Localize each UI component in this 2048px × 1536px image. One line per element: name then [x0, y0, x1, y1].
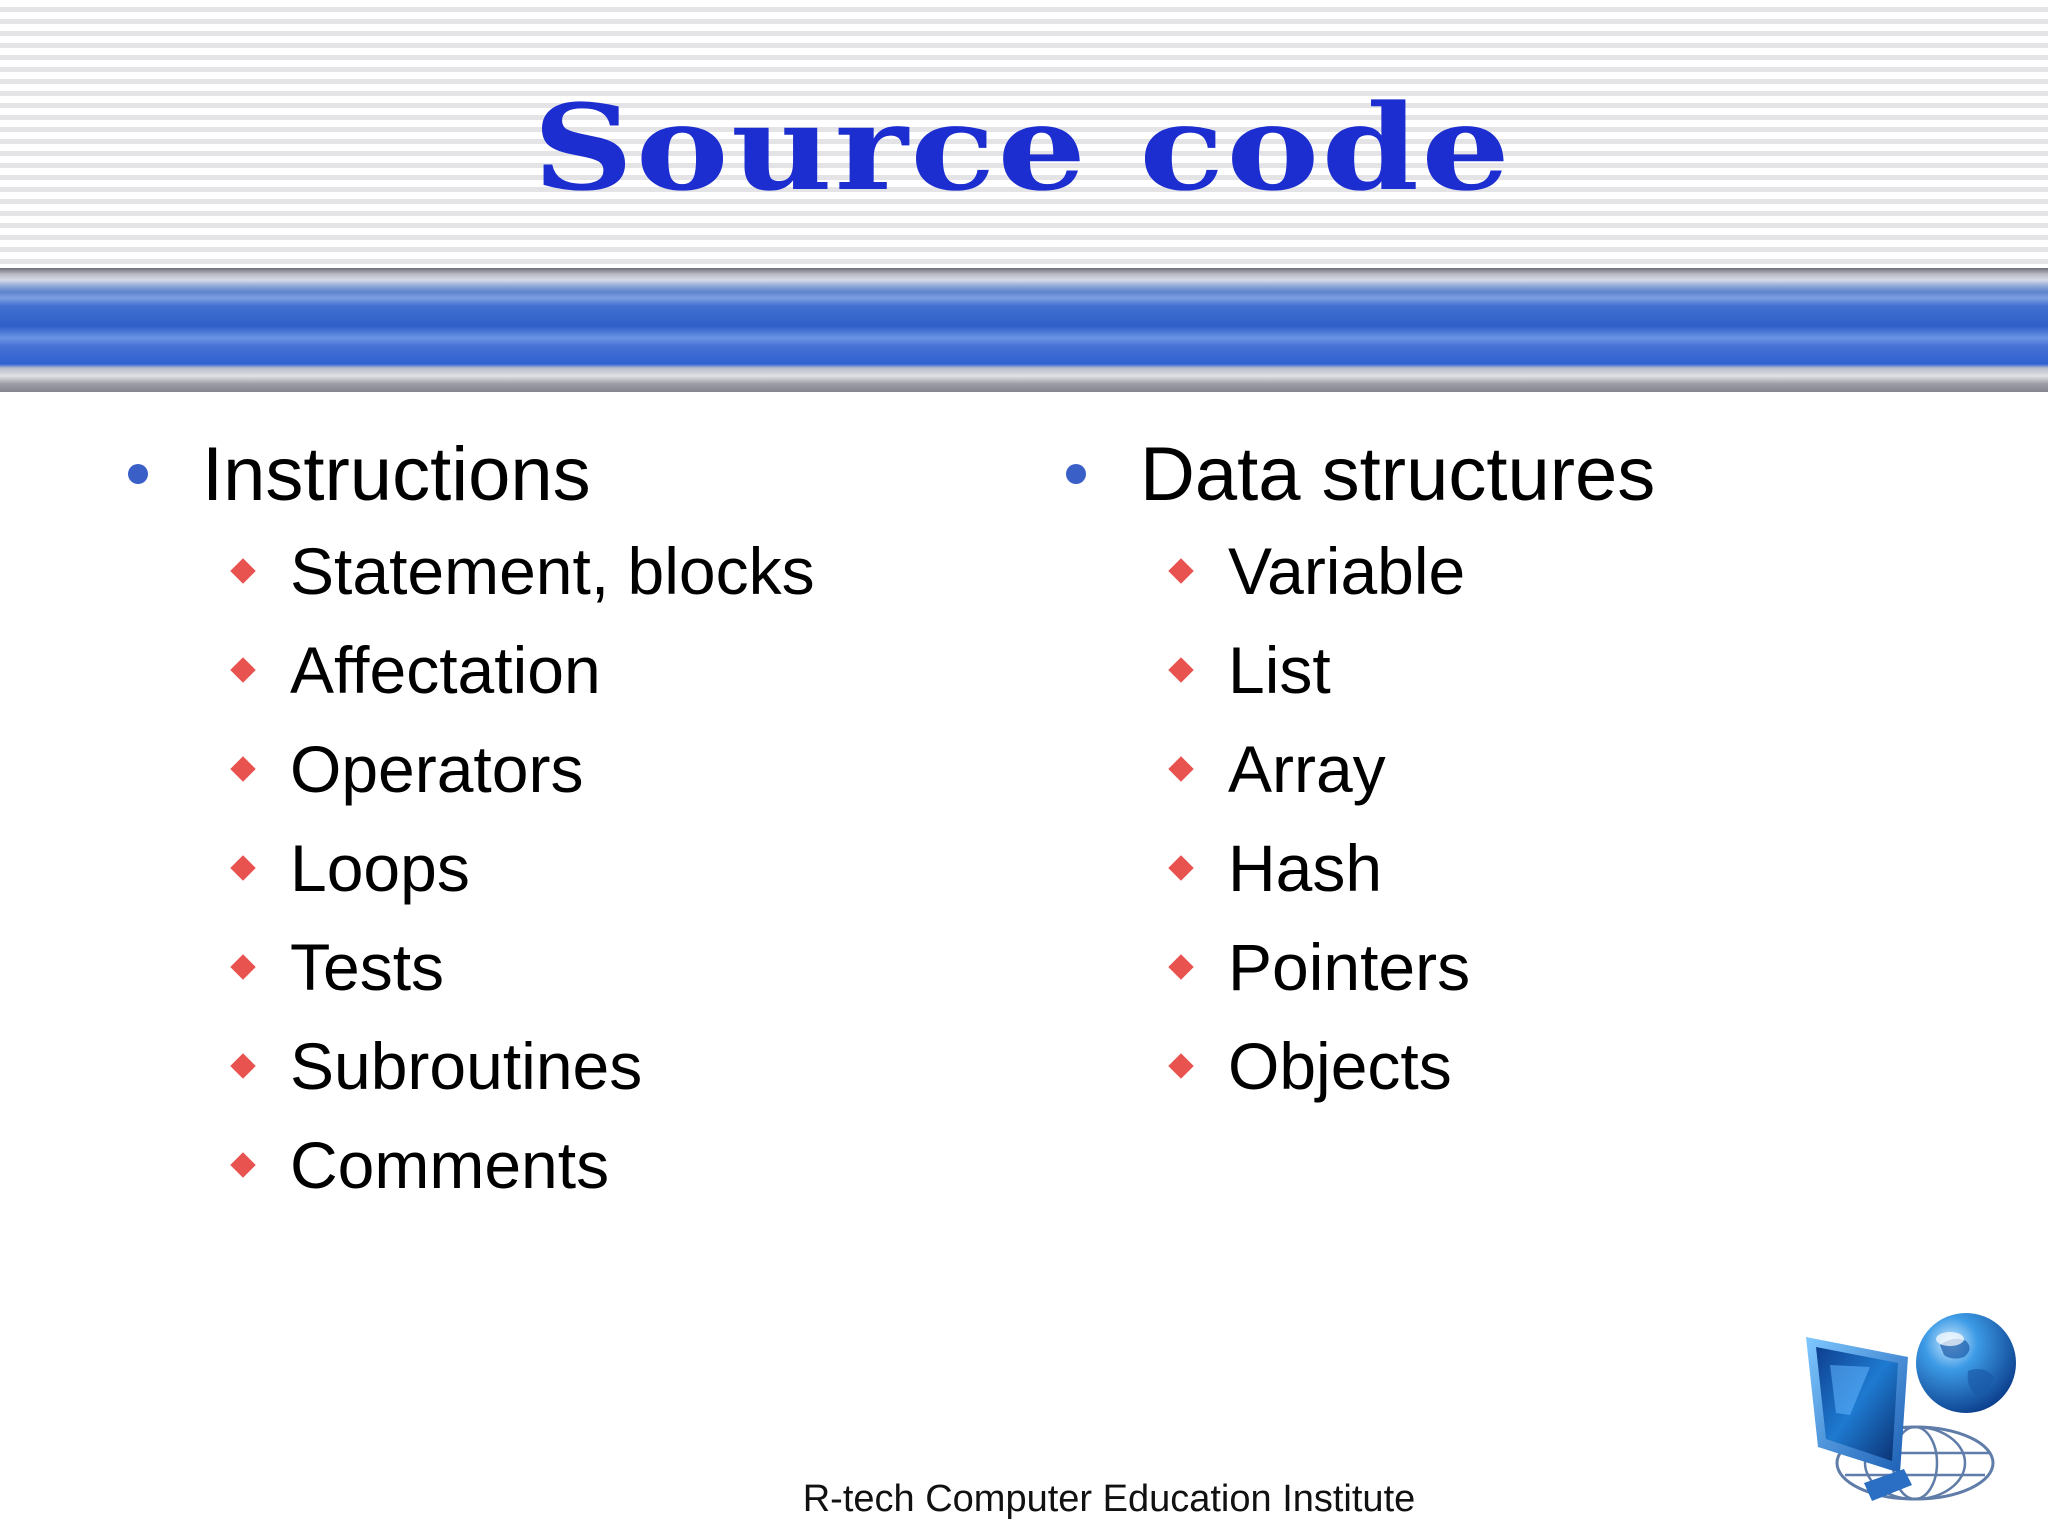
footer-text: R-tech Computer Education Institute	[802, 1478, 1416, 1520]
diamond-bullet-icon	[230, 1152, 255, 1177]
list-item-label: Statement, blocks	[290, 534, 815, 608]
slide-title: Source code	[532, 78, 1513, 217]
diamond-bullet-icon	[1168, 657, 1193, 682]
list-item-label: Subroutines	[290, 1029, 643, 1103]
diamond-bullet-icon	[1168, 954, 1193, 979]
diamond-bullet-icon	[230, 756, 255, 781]
diamond-bullet-icon	[230, 558, 255, 583]
list-item-label: Objects	[1228, 1029, 1452, 1103]
diamond-bullet-icon	[230, 954, 255, 979]
column-heading: Instructions	[202, 432, 591, 517]
diamond-bullet-icon	[1168, 855, 1193, 880]
list-item-label: Tests	[290, 930, 445, 1004]
list-item-label: Comments	[290, 1128, 610, 1202]
list-item-label: Affectation	[290, 633, 601, 707]
list-item-label: List	[1228, 633, 1331, 707]
header-band	[0, 268, 2048, 392]
diamond-bullet-icon	[1168, 756, 1193, 781]
diamond-bullet-icon	[230, 855, 255, 880]
list-item-label: Variable	[1228, 534, 1466, 608]
round-bullet-icon	[128, 464, 148, 484]
list-item-label: Loops	[290, 831, 470, 905]
column-heading: Data structures	[1140, 432, 1656, 517]
diamond-bullet-icon	[1168, 558, 1193, 583]
round-bullet-icon	[1066, 464, 1086, 484]
list-item-label: Array	[1228, 732, 1386, 806]
list-item-label: Pointers	[1228, 930, 1471, 1004]
list-item-label: Operators	[290, 732, 584, 806]
list-item-label: Hash	[1228, 831, 1383, 905]
diamond-bullet-icon	[230, 1053, 255, 1078]
diamond-bullet-icon	[230, 657, 255, 682]
diamond-bullet-icon	[1168, 1053, 1193, 1078]
